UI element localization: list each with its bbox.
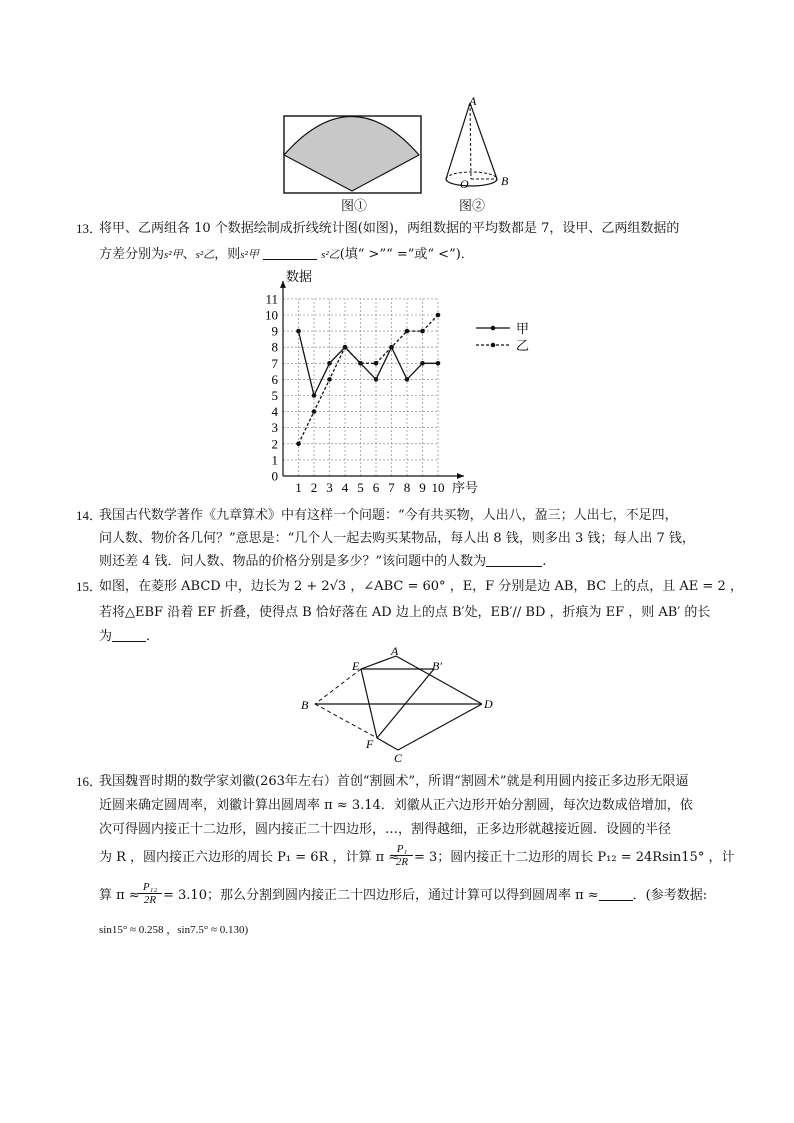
q15-line3-end: ． xyxy=(146,629,160,644)
q16-line5-mid xyxy=(163,889,707,902)
legend-label: 乙 xyxy=(516,338,530,353)
figure-1-sector xyxy=(282,113,424,195)
rhombus-label-f: F xyxy=(366,737,374,751)
q15-line3-start: 为 xyxy=(99,629,113,644)
figure-2-cone xyxy=(440,93,520,197)
q14-line3-text: 则还差 4 钱．问人数、物品的价格分别是多少？”该问题中的人数为 xyxy=(99,554,487,569)
y-tick-label: 5 xyxy=(271,388,278,403)
q16-line5-start: 算 π ≈ xyxy=(99,888,140,903)
q14-line3 xyxy=(99,555,546,568)
y-tick-label: 4 xyxy=(271,404,278,420)
series-point xyxy=(374,361,379,366)
q15-answer-blank xyxy=(112,641,146,642)
x-tick-label: 5 xyxy=(357,480,364,495)
chart-axes xyxy=(280,281,464,479)
variance-jia: s²甲 xyxy=(164,249,183,261)
q15-line2: 若将△EBF 沿着 EF 折叠，使得点 B 恰好落在 AD 边上的点 B′处，EB′// BD ，折痕为 EF ，则 AB′ 的长 xyxy=(99,605,711,620)
q13-line-chart xyxy=(250,268,540,500)
x-tick-label: 4 xyxy=(341,480,349,495)
q14-line3-end: . xyxy=(542,554,547,569)
q15-rhombus-figure xyxy=(296,642,498,766)
q13-then: ，则 xyxy=(214,247,241,262)
legend-marker xyxy=(491,343,496,348)
y-tick-label: 6 xyxy=(271,371,278,387)
q14-line2: 问人数、物价各几何？”意思是：“几个人一起去购买某物品，每人出 8 钱，则多出 3 钱；每人出 7 钱， xyxy=(99,531,695,546)
q16-line5-text: = 3.10；那么分割到圆内接正二十四边形后，通过计算可以得到圆周率 π ≈ xyxy=(163,888,599,903)
q14-answer-blank xyxy=(486,566,542,567)
chart-y-axis-label: 数据 xyxy=(286,269,313,284)
variance-yi-2: s²乙 xyxy=(321,249,340,261)
variance-yi: s²乙 xyxy=(195,249,215,261)
y-tick-label: 8 xyxy=(271,339,278,355)
series-point xyxy=(358,361,363,366)
x-tick-label: 7 xyxy=(388,480,395,495)
q14-number: 14． xyxy=(76,508,103,523)
q16-line4 xyxy=(99,851,399,864)
y-tick-label: 1 xyxy=(271,452,278,468)
rhombus-label-b: B xyxy=(301,698,309,712)
chart-legend xyxy=(476,321,529,353)
x-tick-label: 3 xyxy=(326,480,333,495)
q16-fraction-1 xyxy=(391,843,413,868)
cone-label-a: A xyxy=(469,94,477,108)
rhombus-label-c: C xyxy=(394,751,403,765)
rhombus-label-e: E xyxy=(352,659,360,673)
x-tick-label: 6 xyxy=(372,480,380,495)
q15-number: 15． xyxy=(76,579,103,594)
q16-number: 16． xyxy=(76,774,103,789)
series-point xyxy=(343,345,348,350)
series-point xyxy=(405,329,410,334)
x-tick-label: 2 xyxy=(310,480,318,495)
q13-line2: 方差分别为s²甲、s²乙，则s²甲 s²乙(填“ >”“ =”或“ <”)． xyxy=(99,247,474,262)
series-point xyxy=(436,313,441,318)
y-tick-label: 2 xyxy=(271,436,278,452)
rhombus-label-d: D xyxy=(484,697,493,711)
series-point xyxy=(420,361,425,366)
series-point xyxy=(327,361,332,366)
q13-answer-blank xyxy=(263,259,317,260)
x-tick-label: 10 xyxy=(431,480,445,495)
cone-label-o: O xyxy=(460,177,469,191)
fraction-2-denominator: 2R xyxy=(143,894,157,906)
q13-number: 13． xyxy=(76,221,103,236)
series-point xyxy=(327,377,332,382)
x-tick-label: 9 xyxy=(419,480,426,495)
q16-fraction-2 xyxy=(138,881,162,906)
series-point xyxy=(296,442,301,447)
fraction-1-numerator: P₁ xyxy=(391,843,413,856)
q16-answer-blank xyxy=(599,900,633,901)
figure-1-caption: 图① xyxy=(341,199,368,214)
y-tick-label: 11 xyxy=(265,291,278,307)
y-tick-label: 0 xyxy=(271,468,278,484)
q14-line1: 我国古代数学著作《九章算术》中有这样一个问题：“今有共买物，人出八，盈三；人出七，不足四， xyxy=(99,508,678,523)
x-axis-arrow xyxy=(457,473,464,479)
q16-line1: 我国魏晋时期的数学家刘徽(263年左右）首创“割圆术”，所谓“割圆术”就是利用圆内接正多边形无限逼 xyxy=(99,774,689,789)
series-point xyxy=(405,377,410,382)
legend-marker xyxy=(491,326,496,331)
q16-line3: 次可得圆内接正十二边形，圆内接正二十四边形，…，割得越细，正多边形就越接近圆．设圆的半径 xyxy=(99,822,672,837)
q16-line5 xyxy=(99,889,140,902)
series-point xyxy=(374,377,379,382)
y-tick-label: 9 xyxy=(271,323,278,339)
rhombus-label-b-prime: B′ xyxy=(432,659,442,673)
q13-line1: 将甲、乙两组各 10 个数据绘制成折线统计图(如图)，两组数据的平均数都是 7，设甲、乙两组数据的 xyxy=(99,221,680,236)
series-point xyxy=(420,329,425,334)
q13-instruction: (填“ >”“ =”或“ <”)． xyxy=(339,247,474,262)
series-point xyxy=(436,361,441,366)
series-point xyxy=(389,345,394,350)
x-tick-label: 8 xyxy=(403,480,411,495)
fraction-2-numerator: P₁₂ xyxy=(138,881,162,894)
series-point xyxy=(296,329,301,334)
x-tick-label: 1 xyxy=(295,480,302,495)
q15-line3 xyxy=(99,630,159,643)
q16-line4-start: 为 R ，圆内接正六边形的周长 P₁ = 6R ，计算 π ≈ xyxy=(99,850,400,865)
variance-jia-2: s²甲 xyxy=(240,249,259,261)
y-tick-label: 10 xyxy=(265,307,278,323)
legend-label: 甲 xyxy=(516,321,530,336)
fraction-1-denominator: 2R xyxy=(395,856,409,868)
rhombus-label-a: A xyxy=(391,644,399,658)
q16-line4-end: = 3；圆内接正十二边形的周长 P₁₂ = 24Rsin15° ，计 xyxy=(414,850,735,865)
q16-line5-end: ．(参考数据: xyxy=(632,888,708,903)
series-point xyxy=(312,409,317,414)
q16-line6: sin15° ≈ 0.258 ，sin7.5° ≈ 0.130) xyxy=(99,924,249,936)
q13-line2-start: 方差分别为 xyxy=(99,247,165,262)
figure-2-caption: 图② xyxy=(459,199,486,214)
chart-x-axis-label: 序号 xyxy=(452,480,479,495)
q15-line1: 如图，在菱形 ABCD 中，边长为 2 + 2√3 ，∠ABC = 60° ，E，F 分别是边 AB，BC 上的点，且 AE = 2 ， xyxy=(99,579,743,594)
y-tick-label: 3 xyxy=(271,420,278,436)
cone-label-b: B xyxy=(501,174,509,188)
chart-ticks xyxy=(265,291,445,495)
q16-line2: 近圆来确定圆周率，刘徽计算出圆周率 π ≈ 3.14．刘徽从正六边形开始分割圆，每次边数成倍增加，依 xyxy=(99,798,693,813)
chart-grid xyxy=(283,299,438,476)
y-tick-label: 7 xyxy=(271,355,278,371)
series-point xyxy=(312,393,317,398)
